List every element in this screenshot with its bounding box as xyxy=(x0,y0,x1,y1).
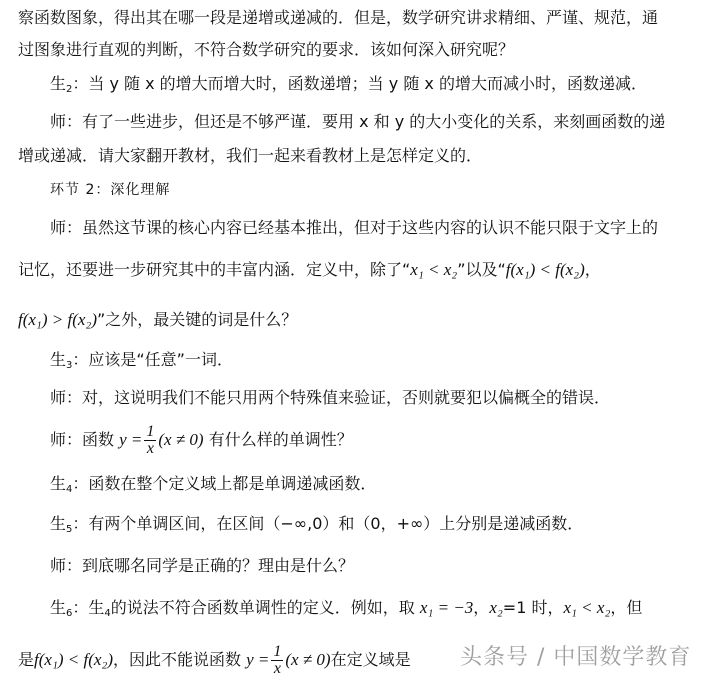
line-text: ，因此不能说函数 xyxy=(113,650,242,669)
student-line xyxy=(50,512,583,542)
speaker: 生 xyxy=(50,474,67,493)
speaker-index: 4 xyxy=(104,608,111,619)
speaker-index: 6 xyxy=(66,608,73,619)
math-expression: (x ≠ 0) xyxy=(285,650,331,669)
line-text: =1 时， xyxy=(502,598,564,617)
fraction xyxy=(144,424,156,457)
line-text: 的说法不符合函数单调性的定义．例如，取 xyxy=(110,598,415,617)
text-line xyxy=(18,258,601,282)
line-text: 在定义域是 xyxy=(330,650,411,669)
fraction-denominator: x xyxy=(146,440,154,457)
text-line xyxy=(18,644,411,677)
line-text: ， xyxy=(584,260,601,279)
speaker-index: 3 xyxy=(66,360,73,371)
speaker: 生 xyxy=(50,598,67,617)
line-text: ：当 y 随 x 的增大而增大时，函数递增；当 y 随 x 的增大而减小时，函数递减． xyxy=(72,74,647,93)
text-line xyxy=(18,308,297,332)
teacher-line: 师：虽然这节课的核心内容已经基本推出，但对于这些内容的认识不能只限于文字上的 xyxy=(50,218,659,237)
student-line xyxy=(50,472,376,502)
speaker-index: 5 xyxy=(66,524,73,535)
line-text: ”之外，最关键的词是什么？ xyxy=(96,310,298,329)
teacher-line: 师：到底哪名同学是正确的？理由是什么？ xyxy=(50,556,355,575)
math-expression: x₁ < x₂ xyxy=(410,260,458,279)
speaker-index: 2 xyxy=(66,84,73,95)
student-line xyxy=(50,596,642,626)
teacher-line xyxy=(50,424,353,457)
student-line xyxy=(50,348,233,378)
math-expression: x₁ < x₂ xyxy=(563,598,611,617)
speaker: 生 xyxy=(50,514,67,533)
line-text: 有什么样的单调性？ xyxy=(208,430,353,449)
text-line: 增或递减．请大家翻开教材，我们一起来看教材上是怎样定义的． xyxy=(18,146,483,165)
line-text: 是 xyxy=(18,650,35,669)
math-expression: f(x₁) < f(x₂) xyxy=(505,260,585,279)
math-expression: x₁ = −3 xyxy=(419,598,474,617)
teacher-line: 师：有了一些进步，但还是不够严谨．要用 x 和 y 的大小变化的关系，来刻画函数的递 xyxy=(50,112,666,131)
fraction-numerator: 1 xyxy=(146,423,155,440)
line-text: ：函数在整个定义域上都是单调递减函数． xyxy=(72,474,377,493)
line-text: ：有两个单调区间，在区间（−∞,0）和（0，+∞）上分别是递减函数． xyxy=(72,514,584,533)
speaker-index: 4 xyxy=(66,484,73,495)
text-line: 过图象进行直观的判断，不符合数学研究的要求．该如何深入研究呢？ xyxy=(18,40,515,59)
math-expression: y = xyxy=(246,650,270,669)
fraction-numerator: 1 xyxy=(273,643,282,660)
speaker: 生 xyxy=(50,350,67,369)
math-expression: f(x₁) < f(x₂) xyxy=(34,650,113,669)
math-expression: x₂ xyxy=(489,598,503,617)
speaker: 生 xyxy=(50,74,67,93)
student-line xyxy=(50,72,647,102)
math-expression: (x ≠ 0) xyxy=(158,430,204,449)
fraction xyxy=(271,644,283,677)
text-line: 察函数图象，得出其在哪一段是递增或递减的．但是，数学研究讲求精细、严谨、规范，通 xyxy=(18,8,659,27)
line-text: 师：函数 xyxy=(50,430,115,449)
line-text: ：应该是“任意”一词． xyxy=(72,350,233,369)
section-heading: 环节 2：深化理解 xyxy=(50,182,171,198)
math-expression: y = xyxy=(119,430,143,449)
teacher-line: 师：对，这说明我们不能只用两个特殊值来验证，否则就要犯以偏概全的错误． xyxy=(50,388,611,407)
line-text: ”以及“ xyxy=(457,260,506,279)
line-text: ，但 xyxy=(610,598,643,617)
watermark: 头条号 / 中国数学教育 xyxy=(460,645,692,670)
line-text: ：生 xyxy=(72,598,105,617)
fraction-denominator: x xyxy=(273,660,281,677)
math-expression: f(x₁) > f(x₂) xyxy=(18,310,97,329)
line-text: 记忆，还要进一步研究其中的丰富内涵．定义中，除了“ xyxy=(18,260,411,279)
line-text: ， xyxy=(473,598,490,617)
